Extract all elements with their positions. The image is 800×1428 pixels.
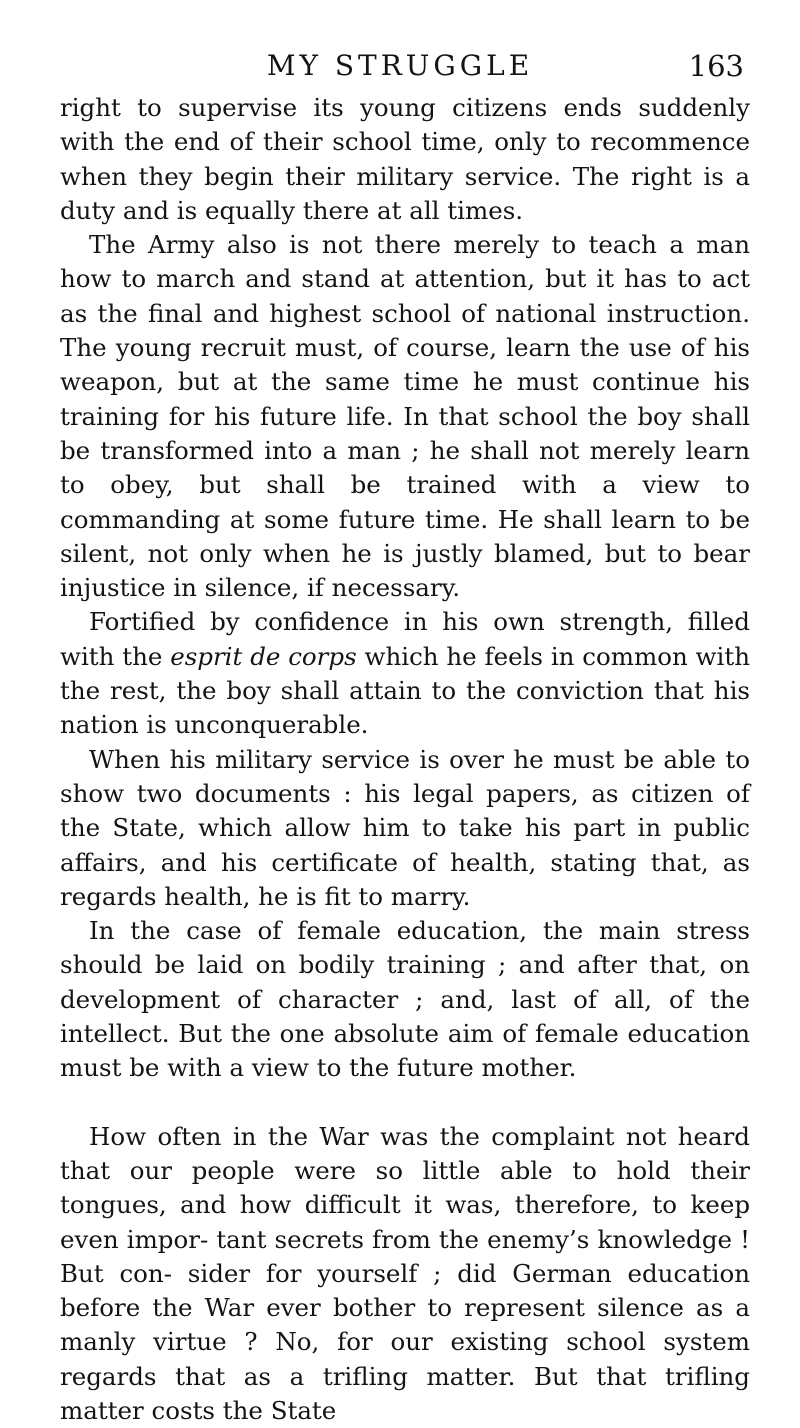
paragraph-4: When his military service is over he must be able to show two documents : his legal papers, as citizen of the State, which allow him to take his part in public affairs, and his certificate of health, stating that, as regards health, he is fit to marry. (60, 744, 750, 911)
paragraph-5: In the case of female education, the main stress should be laid on bodily training ; and after that, on development of character ; and, last of all, of the intellect. But the one absolute aim of female education must be with a view to the future mother. (60, 916, 750, 1083)
body-text (60, 91, 750, 1428)
running-head (0, 46, 800, 86)
paragraph-3 (60, 605, 750, 742)
italic-phrase: esprit de corps (170, 641, 357, 671)
paragraph-3-text-after: which he feels in common with the rest, the boy shall attain to the conviction that his nation is unconquerable. (60, 641, 750, 740)
running-title: MY STRUGGLE (266, 49, 534, 82)
paragraph-6: How often in the War was the complaint not heard that our people were so little able to hold their tongues, and how difficult it was, therefore, to keep even impor- tant secrets from the enemy’s knowledge ! But con- sider for yourself ; did German education before the War ever bother to represent silence as a manly virtue ? No, for our existing school system regards that as a trifling matter. But that trifling matter costs the State (60, 1121, 750, 1425)
paragraph-3-text-before: Fortified by confidence in his own strength, filled with the (60, 607, 750, 671)
paragraph-1: right to supervise its young citizens ends suddenly with the end of their school time, only to recommence when they begin their military service. The right is a duty and is equally there at all times. (60, 93, 750, 225)
paragraph-2: The Army also is not there merely to teach a man how to march and stand at attention, but it has to act as the final and highest school of national instruction. The young recruit must, of course, learn the use of his weapon, but at the same time he must continue his training for his future life. In that school the boy shall be transformed into a man ; he shall not merely learn to obey, but shall be trained with a view to commanding at some future time. He shall learn to be silent, not only when he is justly blamed, but to bear injustice in silence, if necessary. (60, 230, 750, 603)
page-number: 163 (688, 49, 744, 83)
